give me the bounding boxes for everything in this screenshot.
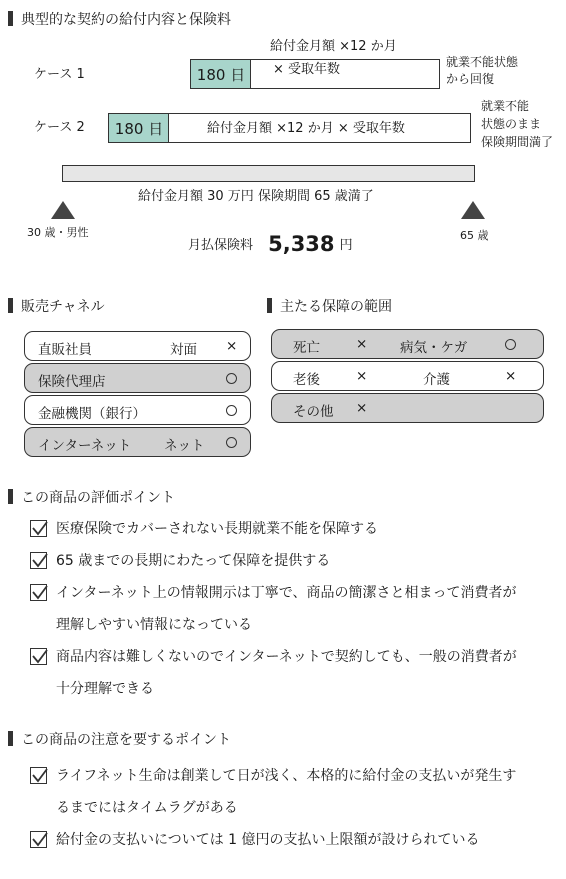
- monthly-premium: [188, 232, 353, 256]
- coverage-row-1: [271, 329, 544, 359]
- cross-mark: ×: [356, 400, 368, 416]
- cross-mark: ×: [356, 336, 368, 352]
- section-title-sales-channel: [8, 298, 105, 316]
- case2-note-2: 状態のまま: [481, 117, 542, 131]
- case2-note-1: 就業不能: [481, 99, 530, 113]
- section-title-evaluation: [8, 489, 175, 507]
- section-title-text: 販売チャネル: [21, 299, 105, 315]
- section-marker: [8, 489, 13, 504]
- sales-row-bank: [24, 395, 251, 425]
- circle-mark-icon: [505, 339, 516, 350]
- item-text: 給付金の支払いについては 1 億円の支払い上限額が設けられている: [56, 832, 480, 848]
- sales-row-direct: [24, 331, 251, 361]
- section-marker: [267, 298, 272, 313]
- case2-benefit-box: [168, 113, 471, 143]
- coverage-item: 死亡: [293, 340, 320, 356]
- checkbox-checked-icon: [30, 648, 47, 665]
- case1-days-text: 180 日: [196, 65, 246, 84]
- end-age-label: 65 歳: [460, 229, 489, 242]
- case2-days-text: 180 日: [114, 119, 164, 138]
- cross-mark: ×: [505, 368, 517, 384]
- section-marker: [8, 731, 13, 746]
- checkbox-checked-icon: [30, 831, 47, 848]
- cross-mark: ×: [356, 368, 368, 384]
- coverage-item: 老後: [293, 372, 320, 388]
- case2-label: ケース 2: [34, 120, 85, 135]
- section-title-text: 典型的な契約の給付内容と保険料: [21, 12, 231, 28]
- case1-benefit-box: [250, 59, 440, 89]
- section-title-text: この商品の評価ポイント: [21, 490, 175, 506]
- coverage-item: その他: [293, 404, 334, 420]
- evaluation-item-3-cont: 理解しやすい情報になっている: [56, 617, 252, 633]
- sales-type: 対面: [170, 342, 197, 358]
- case2-waiting-days: [108, 113, 170, 143]
- sales-row-internet: [24, 427, 251, 457]
- case1-waiting-days: [190, 59, 252, 89]
- coverage-row-2: [271, 361, 544, 391]
- period-text: 給付金月額 30 万円 保険期間 65 歳満了: [138, 189, 374, 204]
- case2-benefit-text: 給付金月額 ×12 か月 × 受取年数: [207, 121, 405, 136]
- sales-name: 保険代理店: [38, 374, 106, 390]
- coverage-item: 病気・ケガ: [400, 340, 468, 356]
- checkbox-checked-icon: [30, 767, 47, 784]
- sales-name: 金融機関（銀行）: [38, 406, 146, 422]
- item-text: インターネット上の情報開示は丁寧で、商品の簡潔さと相まって消費者が: [56, 585, 517, 601]
- sales-name: インターネット: [38, 438, 132, 454]
- cross-mark: ×: [226, 338, 238, 354]
- case1-note-1: 就業不能状態: [446, 55, 519, 69]
- caution-item-1-cont: るまでにはタイムラグがある: [56, 800, 238, 816]
- section-title-typical-contract: [8, 11, 231, 29]
- case1-label: ケース 1: [34, 67, 85, 82]
- circle-mark-icon: [226, 373, 237, 384]
- start-age-triangle-icon: [51, 201, 75, 219]
- case1-top-text: 給付金月額 ×12 か月: [270, 39, 397, 54]
- case1-note-2: から回復: [446, 72, 495, 86]
- checkbox-checked-icon: [30, 584, 47, 601]
- coverage-row-3: [271, 393, 544, 423]
- start-age-label: 30 歳・男性: [27, 226, 89, 239]
- case1-benefit-text: × 受取年数: [273, 62, 341, 77]
- section-marker: [8, 11, 13, 26]
- premium-unit: 円: [339, 238, 353, 253]
- section-title-text: 主たる保障の範囲: [280, 299, 392, 315]
- sales-type: ネット: [164, 438, 205, 454]
- sales-name: 直販社員: [38, 342, 92, 358]
- coverage-item: 介護: [423, 372, 450, 388]
- checkbox-checked-icon: [30, 552, 47, 569]
- item-text: 65 歳までの長期にわたって保障を提供する: [56, 553, 331, 569]
- circle-mark-icon: [226, 405, 237, 416]
- end-age-triangle-icon: [461, 201, 485, 219]
- premium-label: 月払保険料: [188, 238, 254, 253]
- section-title-text: この商品の注意を要するポイント: [21, 732, 231, 748]
- section-title-coverage: [267, 298, 392, 316]
- section-marker: [8, 298, 13, 313]
- insurance-period-bar: [62, 165, 475, 182]
- section-title-caution: [8, 731, 231, 749]
- premium-value: 5,338: [268, 232, 335, 256]
- circle-mark-icon: [226, 437, 237, 448]
- item-text: ライフネット生命は創業して日が浅く、本格的に給付金の支払いが発生す: [56, 768, 517, 784]
- item-text: 商品内容は難しくないのでインターネットで契約しても、一般の消費者が: [56, 649, 517, 665]
- item-text: 医療保険でカバーされない長期就業不能を保障する: [56, 521, 378, 537]
- checkbox-checked-icon: [30, 520, 47, 537]
- sales-row-agency: [24, 363, 251, 393]
- evaluation-item-4-cont: 十分理解できる: [56, 681, 154, 697]
- case2-note-3: 保険期間満了: [481, 135, 554, 149]
